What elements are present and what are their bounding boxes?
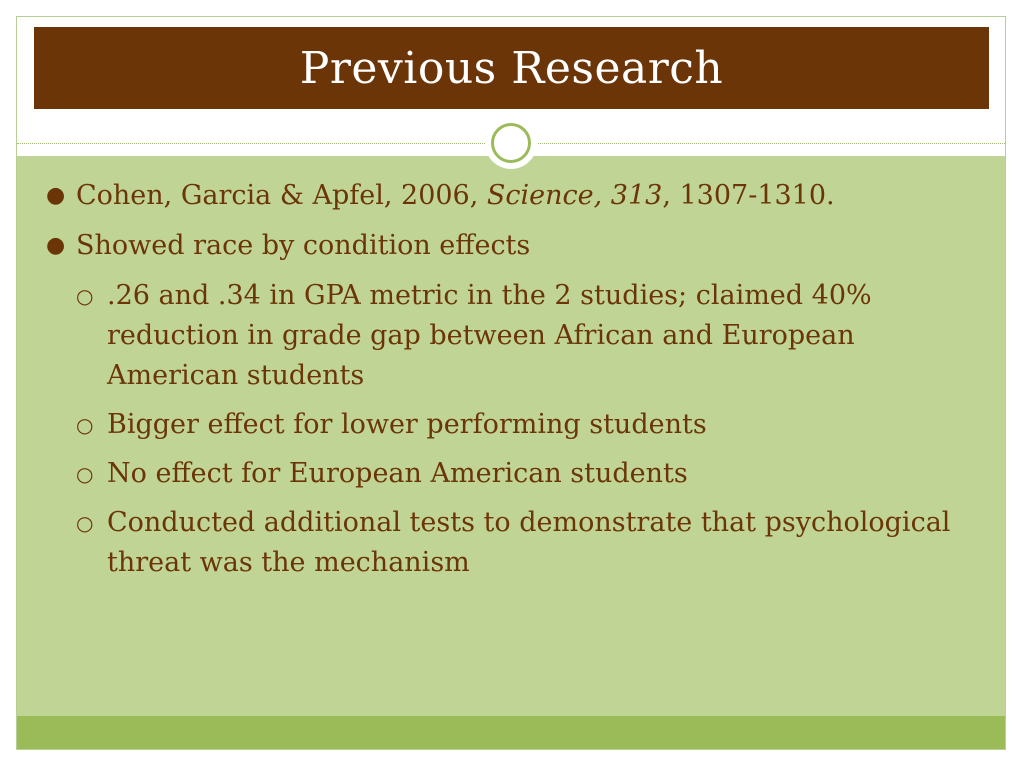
sub-bullet-item bbox=[44, 503, 964, 583]
slide-title: Previous Research bbox=[299, 42, 724, 94]
title-bar bbox=[34, 27, 989, 109]
bullet-text: Bigger effect for lower performing students bbox=[107, 409, 707, 440]
bullet-dot-icon: ● bbox=[46, 183, 66, 208]
bullet-text-part: , 1307-1310. bbox=[662, 180, 835, 211]
bullet-item bbox=[44, 226, 964, 266]
sub-bullet-item bbox=[44, 405, 964, 445]
bullet-text: Conducted additional tests to demonstrate that psychological threat was the mechanism bbox=[107, 507, 951, 578]
sub-bullet-item bbox=[44, 276, 964, 396]
bullet-circle-icon: ○ bbox=[76, 462, 94, 486]
bullet-text: No effect for European American students bbox=[107, 458, 688, 489]
sub-bullet-item bbox=[44, 454, 964, 494]
bullet-text-part: Cohen, Garcia & Apfel, 2006, bbox=[76, 180, 487, 211]
bullet-list bbox=[44, 176, 964, 592]
bullet-circle-icon: ○ bbox=[76, 413, 94, 437]
circle-ornament-icon bbox=[485, 117, 537, 169]
bullet-text: .26 and .34 in GPA metric in the 2 studies; claimed 40% reduction in grade gap between African and European American students bbox=[107, 280, 872, 391]
journal-name: Science, 313 bbox=[486, 180, 663, 211]
footer-bar bbox=[17, 716, 1005, 749]
bullet-item bbox=[44, 176, 964, 216]
bullet-circle-icon: ○ bbox=[76, 284, 94, 308]
bullet-circle-icon: ○ bbox=[76, 511, 94, 535]
bullet-dot-icon: ● bbox=[46, 233, 66, 258]
bullet-text: Showed race by condition effects bbox=[76, 230, 531, 261]
